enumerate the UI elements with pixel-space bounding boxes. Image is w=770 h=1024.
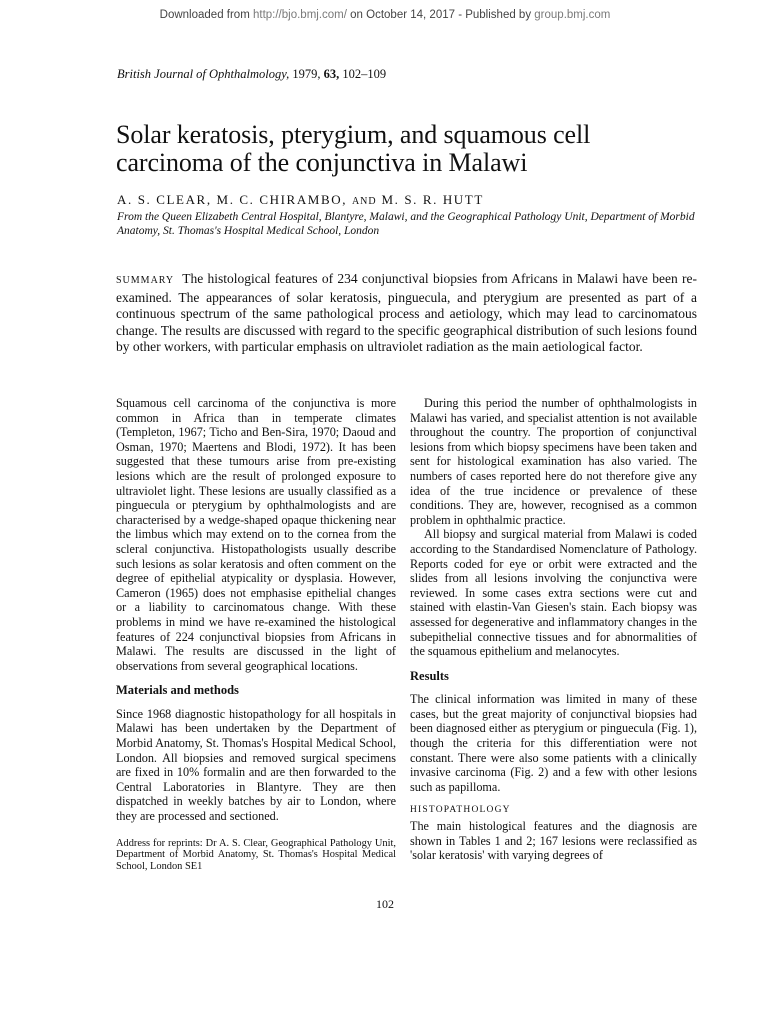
site-link[interactable]: http://bjo.bmj.com/: [252, 9, 347, 21]
methods-paragraph: Since 1968 diagnostic histopathology for all hospitals in Malawi has been undertaken by the Department of Morbid Anatomy, St. Thomas's Hospital Medical School, London. All biopsies and removed surgical specimens are fixed in 10% formalin and are then forwarded to the Central Laboratories in Blantyre. They are then dispatched in weekly batches by air to London, where they are processed and sectioned.: [116, 706, 396, 824]
banner-prefix: Downloaded from: [159, 9, 253, 21]
authors-part2: M. S. R. HUTT: [376, 192, 484, 207]
summary-text: The histological features of 234 conjunctival biopsies from Africans in Malawi have been re-examined. The appearances of solar keratosis, pinguecula, and pterygium are presented as part of a continuous spectrum of the same pathological process and aetiology, which may lead to carcinomatous change. The results are discussed with regard to the specific geographical distribution of such lesions found by other workers, with particular emphasis on ultraviolet radiation as the main aetiological factor.: [116, 271, 697, 354]
histopathology-heading: HISTOPATHOLOGY: [410, 805, 511, 816]
material-paragraph: All biopsy and surgical material from Malawi is coded according to the Standardised Nomenclature of Pathology. Reports coded for eye or orbit were extracted and the slides from all lesions involving the conjunctiva were reviewed. In some cases extra sections were cut and stained with elastin-Van Giesen's stain. Each biopsy was assessed for degenerative and inflammatory changes in the subepithelial connective tissues and for abnormalities of the squamous epithelium and melanocytes.: [410, 527, 697, 659]
methods-heading: Materials and methods: [116, 683, 239, 698]
authors-part1: A. S. CLEAR, M. C. CHIRAMBO,: [117, 192, 352, 207]
journal-citation: [117, 67, 386, 82]
period-paragraph: During this period the number of ophthalmologists in Malawi has varied, and specialist attention is not available throughout the country. The proportion of conjunctival lesions from which biopsy specimens have been taken and sent for histological examination has also varied. The numbers of cases reported here do not therefore give any idea of the true incidence or prevalence of these conditions. They are, however, recognised as a common problem in ophthalmic practice.: [410, 396, 697, 527]
right-column: [410, 396, 697, 863]
group-link[interactable]: group.bmj.com: [534, 9, 611, 21]
author-list: [117, 192, 484, 208]
article-title: Solar keratosis, pterygium, and squamous cell carcinoma of the conjunctiva in Malawi: [116, 120, 591, 177]
journal-pages: 102–109: [339, 67, 387, 81]
banner-middle: on October 14, 2017 - Published by: [346, 9, 535, 21]
journal-name: British Journal of Ophthalmology,: [117, 67, 290, 81]
reprint-footnote: Address for reprints: Dr A. S. Clear, Geographical Pathology Unit, Department of Morbid Anatomy, St. Thomas's Hospital Medical School, London SE1: [116, 837, 396, 872]
download-banner: [0, 9, 770, 21]
affiliation: From the Queen Elizabeth Central Hospital, Blantyre, Malawi, and the Geographical Pathology Unit, Department of Morbid Anatomy, St. Thomas's Hospital Medical School, London: [117, 211, 695, 237]
page-number: 102: [376, 897, 394, 911]
journal-volume: 63,: [323, 67, 340, 81]
journal-year: 1979,: [289, 67, 324, 81]
authors-and: AND: [351, 196, 377, 207]
intro-paragraph: Squamous cell carcinoma of the conjunctiva is more common in Africa than in temperate climates (Templeton, 1967; Ticho and Ben-Sira, 1970; Daoud and Osman, 1970; Maertens and Blodi, 1972). It has been suggested that these tumours arise from pre-existing lesions which are the result of prolonged exposure to ultraviolet light. These lesions are usually classified as a pinguecula or pterygium by ophthalmologists and are characterised by a wedge-shaped opaque thickening near the limbus which may extend on to the cornea from the scleral conjunctiva. Histopathologists usually describe such lesions as solar keratosis and often comment on the degree of epithelial atypicality or dysplasia. However, Cameron (1965) does not emphasise epithelial changes or a liability to carcinomatous change. With these problems in mind we have re-examined the histological features of 224 conjunctival biopsies from Africans in Malawi. The results are discussed in the light of observations from several geographical locations.: [116, 396, 396, 673]
results-heading: Results: [410, 668, 449, 683]
histopathology-paragraph: The main histological features and the diagnosis are shown in Tables 1 and 2; 167 lesions were reclassified as 'solar keratosis' with varying degrees of: [410, 819, 697, 863]
summary: [116, 271, 697, 356]
left-column: [116, 396, 396, 872]
summary-label: SUMMARY: [116, 275, 175, 286]
results-paragraph: The clinical information was limited in many of these cases, but the great majority of conjunctival biopsies had been diagnosed either as pterygium or pinguecula (Fig. 1), though the criteria for this differentiation were not constant. There were also some patients with a clinically invasive carcinoma (Fig. 2) and a few with other lesions such as papilloma.: [410, 692, 697, 794]
